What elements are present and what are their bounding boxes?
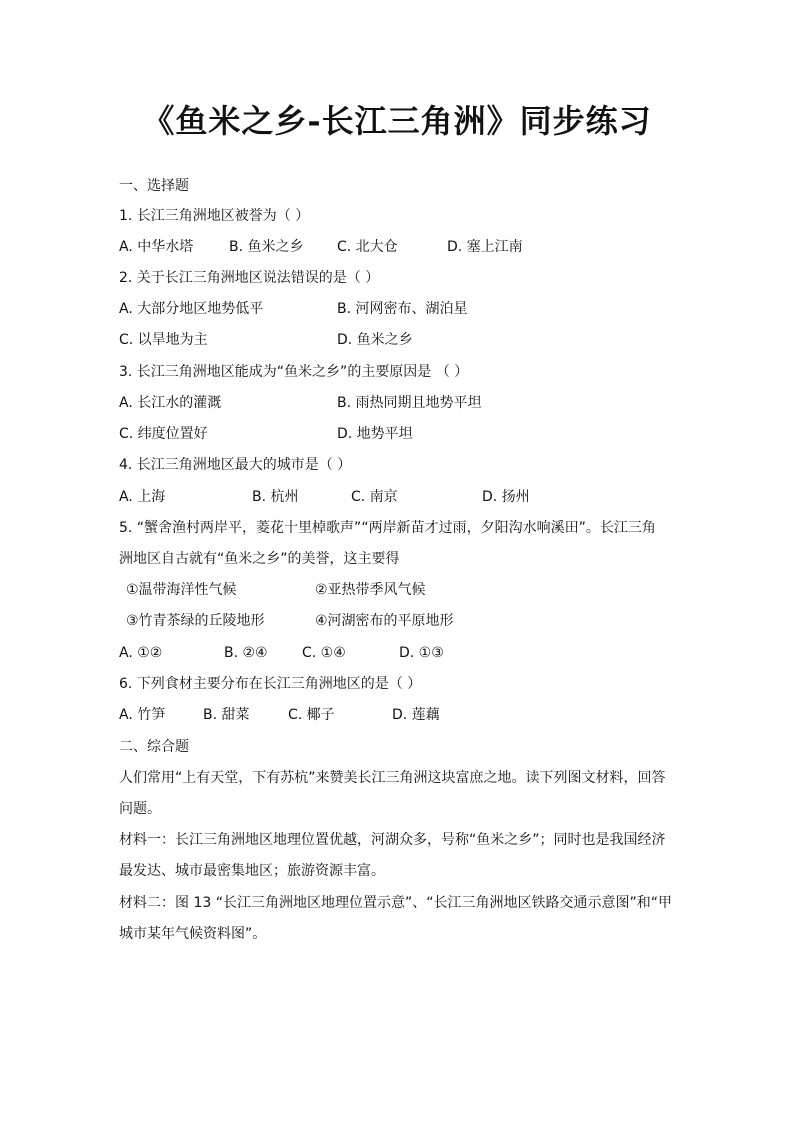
comprehensive-intro-line2: 问题。	[119, 801, 161, 817]
item-1: ①温带海洋性气候	[126, 582, 237, 598]
question-5-stem-line2: 洲地区自古就有“鱼米之乡”的美誉，这主要得	[119, 551, 400, 567]
question-2-stem: 2. 关于长江三角洲地区说法错误的是（ ）	[119, 270, 380, 286]
option-a: A. 上海	[119, 489, 166, 505]
section-heading-choice: 一、选择题	[119, 178, 189, 194]
page-title: 《鱼米之乡-长江三角洲》同步练习	[142, 102, 652, 140]
item-4: ④河湖密布的平原地形	[315, 613, 454, 629]
option-a: A. 大部分地区地势低平	[119, 301, 264, 317]
option-a: A. ①②	[119, 645, 163, 661]
option-a: A. 长江水的灌溉	[119, 395, 222, 411]
option-d: D. 塞上江南	[447, 239, 523, 255]
item-2: ②亚热带季风气候	[315, 582, 426, 598]
question-4-stem: 4. 长江三角洲地区最大的城市是（ ）	[119, 457, 352, 473]
material-1-line2: 最发达、城市最密集地区；旅游资源丰富。	[119, 863, 385, 879]
option-c: C. ①④	[302, 645, 346, 661]
question-3-stem: 3. 长江三角洲地区能成为“鱼米之乡”的主要原因是 （ ）	[119, 364, 469, 380]
comprehensive-intro-line1: 人们常用“上有天堂，下有苏杭”来赞美长江三角洲这块富庶之地。读下列图文材料，回答	[119, 770, 666, 786]
option-b: B. 河网密布、湖泊星	[337, 301, 468, 317]
option-c: C. 北大仓	[337, 239, 398, 255]
material-1-line1: 材料一：长江三角洲地区地理位置优越，河湖众多，号称“鱼米之乡”；同时也是我国经济	[119, 832, 666, 848]
option-d: D. ①③	[399, 645, 444, 661]
item-3: ③竹青茶绿的丘陵地形	[126, 613, 265, 629]
option-c: C. 椰子	[288, 707, 335, 723]
option-a: A. 竹笋	[119, 707, 166, 723]
material-2-line2: 城市某年气候资料图”。	[119, 926, 267, 942]
section-heading-comprehensive: 二、综合题	[119, 739, 189, 755]
question-1-stem: 1. 长江三角洲地区被誉为（ ）	[119, 208, 310, 224]
option-d: D. 扬州	[482, 489, 530, 505]
option-c: C. 纬度位置好	[119, 426, 208, 442]
option-a: A. 中华水塔	[119, 239, 194, 255]
question-5-stem-line1: 5. “蟹舍渔村两岸平，菱花十里棹歌声”“两岸新苗才过雨，夕阳沟水响溪田”。长江三角	[119, 520, 656, 536]
option-b: B. 鱼米之乡	[229, 239, 304, 255]
option-d: D. 鱼米之乡	[337, 332, 413, 348]
option-b: B. ②④	[224, 645, 268, 661]
option-d: D. 地势平坦	[337, 426, 413, 442]
question-6-stem: 6. 下列食材主要分布在长江三角洲地区的是（ ）	[119, 676, 422, 692]
option-b: B. 雨热同期且地势平坦	[337, 395, 482, 411]
option-b: B. 甜菜	[203, 707, 250, 723]
material-2-line1: 材料二：图 13 “长江三角洲地区地理位置示意”、“长江三角洲地区铁路交通示意图”和“甲	[119, 895, 672, 911]
option-d: D. 莲藕	[392, 707, 440, 723]
option-c: C. 以旱地为主	[119, 332, 208, 348]
option-c: C. 南京	[351, 489, 398, 505]
option-b: B. 杭州	[252, 489, 299, 505]
